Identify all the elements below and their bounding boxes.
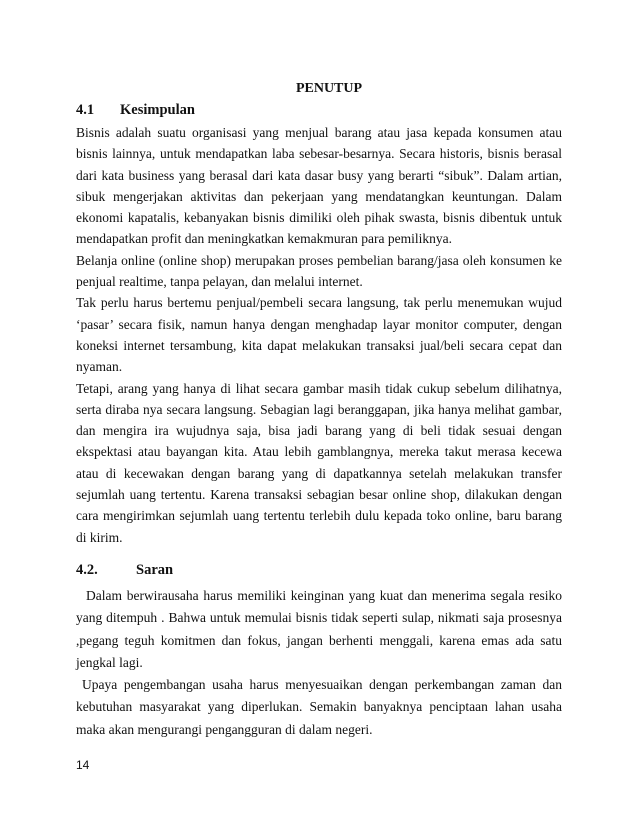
paragraph: Dalam berwirausaha harus memiliki keinginan yang kuat dan menerima segala resiko yang ditempuh . Bahwa untuk memulai bisnis tidak seperti sulap, nikmati saja prosesnya ,pegang teguh komitmen dan fokus, jangan berhenti menggali, karena emas ada satu jengkal lagi. [76, 588, 562, 670]
paragraph: Tetapi, arang yang hanya di lihat secara gambar masih tidak cukup sebelum dilihatnya, serta diraba nya secara langsung. Sebagian lagi beranggapan, jika hanya melihat gambar, dan mengira ira wujudnya saja, bisa jadi barang yang di beli tidak sesuai dengan ekspektasi atau bayangan kita. Atau lebih gamblangnya, mereka takut merasa kecewa atau di kecewakan dengan barang yang di dapatkannya setelah melakukan transfer sejumlah uang tertentu. Karena transaksi sebagian besar online shop, dilakukan dengan cara mengirimkan sejumlah uang tertentu terlebih dulu kepada toko online, baru barang di kirim. [76, 380, 562, 545]
section-number: 4.1 [76, 102, 95, 118]
paragraph: Belanja online (online shop) merupakan proses pembelian barang/jasa oleh konsumen ke penjual realtime, tanpa pelayan, dan melalui internet. [76, 252, 562, 290]
saran-body [76, 585, 562, 741]
paragraph: Bisnis adalah suatu organisasi yang menjual barang atau jasa kepada konsumen atau bisnis lainnya, untuk mendapatkan laba sebesar-besarnya. Secara historis, bisnis berasal dari kata business yang berasal dari kata dasar busy yang berarti “sibuk”. Dalam artian, sibuk mengerjakan aktivitas dan pekerjaan yang mendatangkan keuntungan. Dalam ekonomi kapatalis, kebanyakan bisnis dimiliki oleh pihak swasta, bisnis dibentuk untuk mendapatkan profit dan meningkatkan kemakmuran para pemiliknya. [76, 125, 562, 247]
section-title: Saran [136, 562, 174, 578]
kesimpulan-body [76, 122, 562, 548]
section-number: 4.2. [76, 562, 98, 578]
paragraph: Tak perlu harus bertemu penjual/pembeli secara langsung, tak perlu menemukan wujud ‘pasar’ secara fisik, namun hanya dengan menghadap layar monitor computer, dengan koneksi internet tersambung, kita dapat melakukan transaksi jual/beli secara cepat dan nyaman. [76, 295, 562, 375]
page-number: 14 [76, 758, 90, 772]
page-title: PENUTUP [295, 81, 363, 96]
section-heading-kesimpulan [76, 101, 195, 119]
paragraph: Upaya pengembangan usaha harus menyesuaikan dengan perkembangan zaman dan kebutuhan masyarakat yang diperlukan. Semakin banyaknya penciptaan lahan usaha maka akan mengurangi pengangguran di dalam negeri. [76, 677, 562, 737]
section-title: Kesimpulan [120, 102, 195, 118]
section-heading-saran [76, 561, 173, 579]
